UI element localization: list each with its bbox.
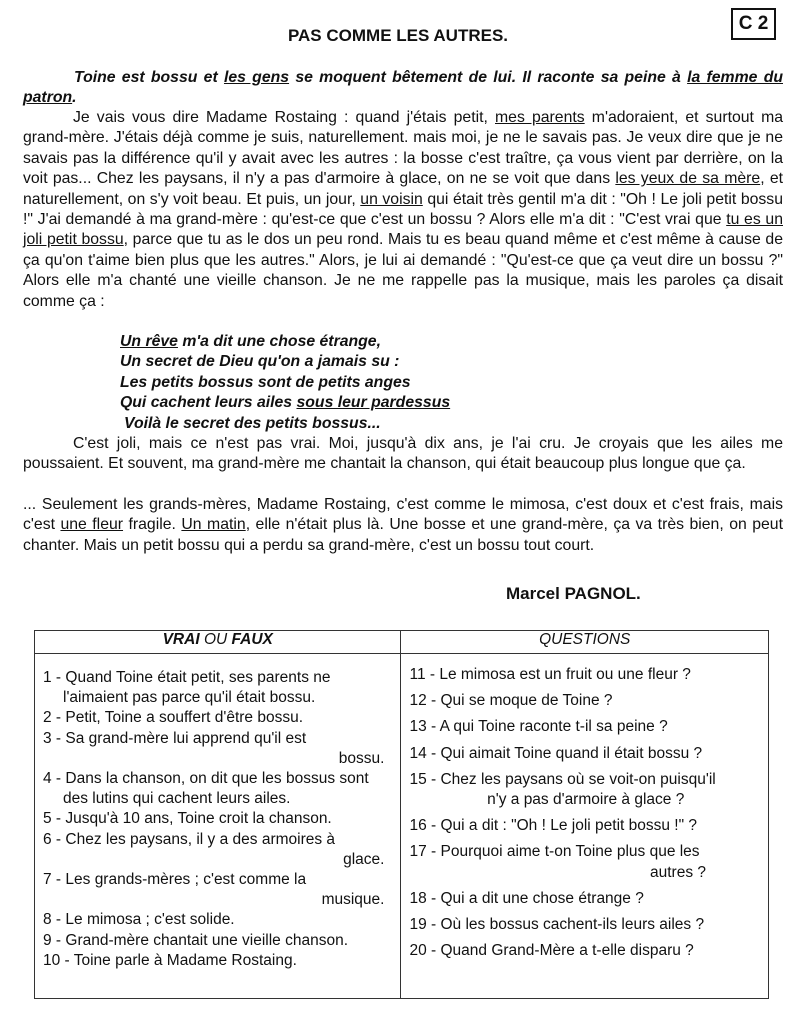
- question-item: [409, 842, 762, 882]
- question-item-text: 17 - Pourquoi aime t-on Toine plus que les: [409, 843, 700, 861]
- poem-underlined-coat: sous leur pardessus: [296, 394, 451, 412]
- p3-text-a: ... Seulement les grands-mères, Madame Rostaing, c'est comme le mimosa, c'est doux et c'est frais, mais c'est: [23, 496, 783, 534]
- true-false-item: [43, 809, 392, 829]
- true-false-item: [43, 870, 392, 910]
- intro-text-1: Toine est bossu et: [74, 69, 224, 86]
- p1-underlined-neighbour: un voisin: [360, 190, 423, 208]
- true-false-item: [43, 708, 392, 728]
- p3-text-c: , elle n'était plus là. Une bosse et une grand-mère, ça va très bien, on peut chanter. Mais un petit bossu qui a perdu sa grand-mère, c'est un bossu tout court.: [23, 516, 783, 554]
- true-false-item-text: 3 - Sa grand-mère lui apprend qu'il est: [43, 729, 307, 747]
- true-false-item: [43, 668, 392, 708]
- p1-text-c: , et naturellement, on s'y voit beau. Et puis, un jour,: [23, 170, 784, 208]
- question-item: [409, 665, 762, 685]
- intro-underlined-2: la femme du patron: [23, 69, 783, 107]
- true-false-item: [43, 729, 392, 769]
- question-item-continuation: n'y a pas d'armoire à glace ?: [487, 791, 685, 809]
- true-false-item: [43, 931, 392, 951]
- true-false-column: [35, 654, 401, 999]
- intro-paragraph: [23, 68, 783, 109]
- poem-line-3: Les petits bossus sont de petits anges: [120, 373, 411, 391]
- poem-line-1-text: m'a dit une chose étrange,: [177, 333, 381, 350]
- true-false-item-text: 5 - Jusqu'à 10 ans, Toine croit la chanson.: [43, 810, 332, 828]
- question-item-text: 15 - Chez les paysans où se voit-on puisqu'il: [409, 770, 716, 788]
- poem-line-2: Un secret de Dieu qu'on a jamais su :: [120, 353, 400, 371]
- true-false-item: [43, 910, 392, 930]
- p1-text-b: m'adoraient, et surtout ma grand-mère. J'étais déjà comme je suis, naturellement. mais moi, je ne le savais pas. Je veux dire que je ne savais pas la différence qu'il y avait avec les autres : la bosse c'est traître, ça vous vient par derrière, on la voit pas... Chez les paysans, il n'y a pas d'armoire à glace, on ne se voit que dans: [23, 109, 784, 188]
- question-item: [409, 816, 762, 836]
- question-item: [409, 717, 762, 737]
- p3-underlined-morning: Un matin: [181, 516, 246, 534]
- poem-line-5: Voilà le secret des petits bossus...: [124, 414, 381, 432]
- page-title: PAS COMME LES AUTRES.: [287, 26, 509, 45]
- question-item: [409, 915, 762, 935]
- p1-text-a: Je vais vous dire Madame Rostaing : quand j'étais petit,: [73, 109, 495, 126]
- p1-text-d: qui était très gentil m'a dit : "Oh ! Le joli petit bossu !" J'ai demandé à ma grand-mère : qu'est-ce que c'est un bossu ? Alors elle m'a dit : "C'est vrai que: [23, 190, 783, 229]
- poem: [120, 332, 450, 434]
- true-false-item-text: 8 - Le mimosa ; c'est solide.: [43, 911, 235, 929]
- p1-underlined-eyes: les yeux de sa mère: [615, 170, 761, 188]
- true-false-item-text: 9 - Grand-mère chantait une vieille chanson.: [43, 931, 348, 949]
- intro-text-3: .: [72, 89, 77, 107]
- paragraph-2: [23, 434, 783, 475]
- poem-line-4: [120, 393, 450, 413]
- intro-text-2: se moquent bêtement de lui. Il raconte sa peine à: [289, 69, 688, 86]
- true-false-list: [35, 654, 400, 971]
- question-item: [409, 691, 762, 711]
- p1-text-e: , parce que tu as le dos un peu rond. Mais tu es beau quand même et c'est même à cause de ça qu'on t'aime bien plus que les autres." Alors, je lui ai demandé : "Qu'est-ce que ça veut dire un bossu ?" Alors elle m'a chanté une vieille chanson. Je ne me rappelle pas la musique, mais les paroles ça disait comme ça :: [23, 231, 783, 310]
- poem-line-1: [120, 332, 450, 352]
- question-item-text: 12 - Qui se moque de Toine ?: [409, 692, 613, 710]
- question-item-continuation: autres ?: [649, 863, 706, 881]
- poem-line-4-text: Qui cachent leurs ailes: [120, 394, 297, 412]
- questions-header: QUESTIONS: [401, 631, 769, 654]
- true-false-item: [43, 830, 392, 870]
- question-item-text: 18 - Qui a dit une chose étrange ?: [409, 889, 644, 907]
- true-false-item-continuation: musique.: [321, 891, 385, 909]
- questions-list: [401, 654, 768, 961]
- question-item-text: 11 - Le mimosa est un fruit ou une fleur ?: [409, 666, 691, 683]
- question-item-text: 14 - Qui aimait Toine quand il était bossu ?: [409, 744, 703, 762]
- true-false-item: [43, 769, 392, 809]
- p1-underlined-pretty: tu es un joli petit bossu: [23, 211, 783, 249]
- paragraph-3: [23, 495, 783, 556]
- questions-column: [401, 654, 769, 999]
- true-false-item-continuation: bossu.: [338, 749, 385, 767]
- true-false-item: [43, 951, 392, 971]
- p1-underlined-parents: mes parents: [495, 109, 585, 126]
- document-code-badge: C 2: [731, 8, 776, 40]
- question-item: [409, 889, 762, 909]
- header-faux: FAUX: [231, 631, 273, 648]
- true-false-item-text: 4 - Dans la chanson, on dit que les bossus sont des lutins qui cachent leurs ailes.: [43, 770, 369, 808]
- question-item: [409, 744, 762, 764]
- true-false-item-text: 10 - Toine parle à Madame Rostaing.: [43, 951, 297, 969]
- question-item-text: 16 - Qui a dit : "Oh ! Le joli petit bossu !" ?: [409, 817, 698, 835]
- p3-underlined-flower: une fleur: [60, 516, 124, 534]
- question-item: [409, 941, 762, 961]
- poem-underlined-dream: Un rêve: [120, 333, 178, 350]
- paragraph-1: [23, 108, 783, 312]
- p3-text-b: fragile.: [123, 516, 182, 534]
- true-false-item-continuation: glace.: [343, 850, 385, 868]
- question-item-text: 20 - Quand Grand-Mère a t-elle disparu ?: [409, 942, 694, 960]
- header-ou: OU: [199, 631, 232, 648]
- question-item: [409, 770, 762, 810]
- true-false-item-text: 2 - Petit, Toine a souffert d'être bossu.: [43, 709, 304, 727]
- intro-underlined-1: les gens: [223, 69, 290, 86]
- true-false-item-text: 7 - Les grands-mères ; c'est comme la: [43, 871, 307, 889]
- true-false-header: [35, 631, 401, 654]
- exercise-table: [34, 630, 769, 999]
- author-signature: Marcel PAGNOL.: [506, 584, 641, 603]
- p2-text: C'est joli, mais ce n'est pas vrai. Moi, jusqu'à dix ans, je l'ai cru. Je croyais que les ailes me poussaient. Et souvent, ma grand-mère me chantait la chanson, qui était beaucoup plus longue que ça.: [23, 435, 783, 473]
- question-item-text: 19 - Où les bossus cachent-ils leurs ailes ?: [409, 916, 705, 934]
- true-false-item-text: 1 - Quand Toine était petit, ses parents ne l'aimaient pas parce qu'il était bossu.: [43, 669, 331, 707]
- true-false-item-text: 6 - Chez les paysans, il y a des armoires à: [43, 830, 336, 848]
- question-item-text: 13 - A qui Toine raconte t-il sa peine ?: [409, 718, 668, 736]
- header-vrai: VRAI: [162, 631, 200, 648]
